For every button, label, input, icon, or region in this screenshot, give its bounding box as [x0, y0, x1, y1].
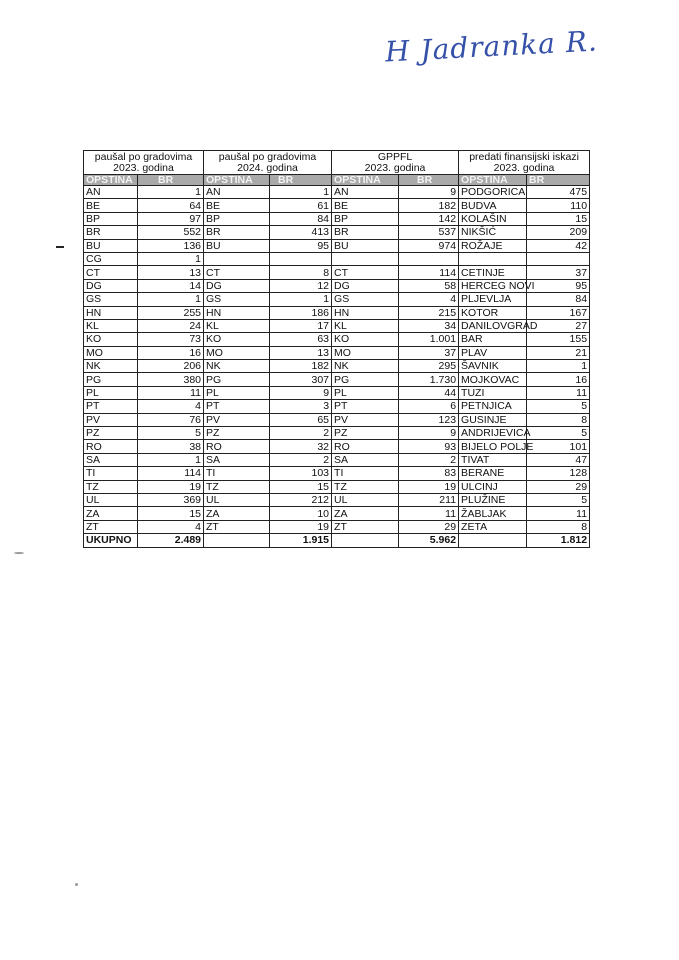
group-header-row	[84, 151, 590, 175]
table-row	[84, 440, 590, 453]
count-cell: 114	[138, 467, 204, 480]
financial-report-table	[83, 150, 590, 548]
table-row	[84, 400, 590, 413]
count-cell: 84	[527, 293, 590, 306]
count-cell: 38	[138, 440, 204, 453]
municipality-cell: PV	[332, 413, 399, 426]
municipality-cell: PL	[84, 386, 138, 399]
count-cell: 212	[270, 493, 332, 506]
count-cell: 58	[399, 279, 459, 292]
municipality-cell: CT	[84, 266, 138, 279]
table-row	[84, 453, 590, 466]
table-row	[84, 346, 590, 359]
municipality-cell: ZA	[84, 507, 138, 520]
count-cell: 2	[399, 453, 459, 466]
count-cell: 93	[399, 440, 459, 453]
table-row	[84, 480, 590, 493]
total-value: 1.915	[270, 534, 332, 547]
group-header-gppfl-2023: GPPFL 2023. godina	[332, 151, 459, 175]
count-cell: 42	[527, 239, 590, 252]
municipality-cell: ULCINJ	[459, 480, 527, 493]
municipality-cell: KL	[204, 319, 270, 332]
municipality-cell: AN	[84, 186, 138, 199]
municipality-cell: PZ	[84, 427, 138, 440]
municipality-cell: HN	[332, 306, 399, 319]
total-value: 5.962	[399, 534, 459, 547]
count-cell: 65	[270, 413, 332, 426]
municipality-cell: PLUŽINE	[459, 493, 527, 506]
municipality-cell: BU	[332, 239, 399, 252]
count-cell	[270, 252, 332, 265]
count-cell: 128	[527, 467, 590, 480]
municipality-cell: KO	[204, 333, 270, 346]
count-cell: 101	[527, 440, 590, 453]
count-cell: 413	[270, 226, 332, 239]
municipality-cell: DG	[332, 279, 399, 292]
municipality-cell: HERCEG NOVI	[459, 279, 527, 292]
municipality-cell: KO	[84, 333, 138, 346]
count-cell: 11	[527, 507, 590, 520]
municipality-cell: PV	[84, 413, 138, 426]
table-row	[84, 493, 590, 506]
table-row	[84, 293, 590, 306]
totals-row	[84, 534, 590, 547]
count-cell: 8	[527, 520, 590, 533]
municipality-cell: CT	[204, 266, 270, 279]
municipality-cell: RO	[84, 440, 138, 453]
count-cell: 182	[270, 360, 332, 373]
municipality-cell: BE	[204, 199, 270, 212]
municipality-cell: BP	[84, 212, 138, 225]
col-header-opstina: OPSTINA	[459, 175, 527, 186]
count-cell: 4	[138, 520, 204, 533]
municipality-cell: HN	[204, 306, 270, 319]
municipality-cell: TZ	[204, 480, 270, 493]
municipality-cell: ZT	[204, 520, 270, 533]
municipality-cell: ROŽAJE	[459, 239, 527, 252]
scan-speck	[75, 883, 78, 886]
municipality-cell: MO	[204, 346, 270, 359]
count-cell: 9	[399, 186, 459, 199]
count-cell: 15	[138, 507, 204, 520]
municipality-cell: PT	[84, 400, 138, 413]
municipality-cell: BE	[84, 199, 138, 212]
count-cell: 1.001	[399, 333, 459, 346]
count-cell: 10	[270, 507, 332, 520]
count-cell: 8	[270, 266, 332, 279]
municipality-cell: BP	[332, 212, 399, 225]
count-cell: 537	[399, 226, 459, 239]
count-cell: 6	[399, 400, 459, 413]
count-cell: 103	[270, 467, 332, 480]
municipality-cell: KOLAŠIN	[459, 212, 527, 225]
count-cell: 37	[527, 266, 590, 279]
table-row	[84, 427, 590, 440]
count-cell: 142	[399, 212, 459, 225]
municipality-cell: NK	[204, 360, 270, 373]
municipality-cell: TZ	[84, 480, 138, 493]
count-cell: 155	[527, 333, 590, 346]
count-cell: 2	[270, 453, 332, 466]
count-cell: 369	[138, 493, 204, 506]
count-cell: 974	[399, 239, 459, 252]
count-cell: 1.730	[399, 373, 459, 386]
municipality-cell: BERANE	[459, 467, 527, 480]
table-row	[84, 333, 590, 346]
count-cell: 5	[527, 427, 590, 440]
column-header-row	[84, 175, 590, 186]
count-cell: 123	[399, 413, 459, 426]
count-cell: 76	[138, 413, 204, 426]
count-cell: 209	[527, 226, 590, 239]
count-cell: 380	[138, 373, 204, 386]
count-cell: 83	[399, 467, 459, 480]
count-cell: 1	[138, 293, 204, 306]
municipality-cell: AN	[204, 186, 270, 199]
table-row	[84, 252, 590, 265]
municipality-cell: NK	[332, 360, 399, 373]
group-header-pausal-2023: paušal po gradovima 2023. godina	[84, 151, 204, 175]
count-cell: 5	[527, 493, 590, 506]
municipality-cell	[204, 252, 270, 265]
count-cell: 73	[138, 333, 204, 346]
count-cell: 61	[270, 199, 332, 212]
municipality-cell: ŽABLJAK	[459, 507, 527, 520]
group-header-pausal-2024: paušal po gradovima 2024. godina	[204, 151, 332, 175]
municipality-cell: HN	[84, 306, 138, 319]
count-cell: 11	[399, 507, 459, 520]
municipality-cell: DG	[204, 279, 270, 292]
municipality-cell: SA	[204, 453, 270, 466]
municipality-cell: TZ	[332, 480, 399, 493]
municipality-cell: SA	[332, 453, 399, 466]
count-cell: 12	[270, 279, 332, 292]
table-row	[84, 306, 590, 319]
municipality-cell: PETNJICA	[459, 400, 527, 413]
count-cell: 475	[527, 186, 590, 199]
table-row	[84, 467, 590, 480]
municipality-cell: CT	[332, 266, 399, 279]
municipality-cell: ZA	[204, 507, 270, 520]
municipality-cell: BUDVA	[459, 199, 527, 212]
count-cell: 8	[527, 413, 590, 426]
count-cell: 16	[138, 346, 204, 359]
municipality-cell: KL	[84, 319, 138, 332]
municipality-cell: NK	[84, 360, 138, 373]
municipality-cell: TI	[204, 467, 270, 480]
col-header-opstina: OPSTINA	[204, 175, 270, 186]
municipality-cell	[332, 252, 399, 265]
municipality-cell: GS	[204, 293, 270, 306]
count-cell: 15	[270, 480, 332, 493]
count-cell: 1	[138, 252, 204, 265]
municipality-cell: MOJKOVAC	[459, 373, 527, 386]
totals-spacer	[204, 534, 270, 547]
count-cell: 5	[138, 427, 204, 440]
count-cell: 32	[270, 440, 332, 453]
scan-speck	[14, 552, 24, 554]
count-cell: 295	[399, 360, 459, 373]
count-cell: 13	[270, 346, 332, 359]
municipality-cell: MO	[84, 346, 138, 359]
municipality-cell: BE	[332, 199, 399, 212]
count-cell: 11	[138, 386, 204, 399]
table-row	[84, 360, 590, 373]
count-cell: 95	[270, 239, 332, 252]
count-cell: 16	[527, 373, 590, 386]
municipality-cell: RO	[204, 440, 270, 453]
count-cell: 19	[138, 480, 204, 493]
count-cell: 95	[527, 279, 590, 292]
handwritten-note: H Jadranka R.	[384, 24, 599, 69]
count-cell: 1	[270, 186, 332, 199]
margin-dash	[56, 246, 64, 248]
table-row	[84, 520, 590, 533]
count-cell: 215	[399, 306, 459, 319]
col-header-br: BR	[527, 175, 590, 186]
count-cell: 15	[527, 212, 590, 225]
count-cell: 19	[270, 520, 332, 533]
municipality-cell: TI	[332, 467, 399, 480]
count-cell: 27	[527, 319, 590, 332]
count-cell: 34	[399, 319, 459, 332]
count-cell: 2	[270, 427, 332, 440]
count-cell: 307	[270, 373, 332, 386]
municipality-cell: GS	[332, 293, 399, 306]
municipality-cell: DANILOVGRAD	[459, 319, 527, 332]
col-header-opstina: OPSTINA	[332, 175, 399, 186]
count-cell: 255	[138, 306, 204, 319]
municipality-cell: BU	[204, 239, 270, 252]
municipality-cell: PLAV	[459, 346, 527, 359]
count-cell	[399, 252, 459, 265]
municipality-cell: PL	[332, 386, 399, 399]
municipality-cell: TI	[84, 467, 138, 480]
municipality-cell: UL	[84, 493, 138, 506]
table-row	[84, 266, 590, 279]
count-cell: 9	[270, 386, 332, 399]
count-cell: 64	[138, 199, 204, 212]
count-cell: 1	[138, 186, 204, 199]
count-cell: 110	[527, 199, 590, 212]
municipality-cell: PT	[204, 400, 270, 413]
table-row	[84, 413, 590, 426]
count-cell: 37	[399, 346, 459, 359]
count-cell: 17	[270, 319, 332, 332]
count-cell: 19	[399, 480, 459, 493]
count-cell: 21	[527, 346, 590, 359]
municipality-cell: TIVAT	[459, 453, 527, 466]
count-cell: 4	[399, 293, 459, 306]
col-header-br: BR	[270, 175, 332, 186]
count-cell: 1	[270, 293, 332, 306]
municipality-cell: ŠAVNIK	[459, 360, 527, 373]
municipality-cell: KOTOR	[459, 306, 527, 319]
municipality-cell	[459, 252, 527, 265]
municipality-cell: PG	[332, 373, 399, 386]
municipality-cell: PT	[332, 400, 399, 413]
table-row	[84, 239, 590, 252]
table-row	[84, 507, 590, 520]
municipality-cell: GUSINJE	[459, 413, 527, 426]
municipality-cell: ZA	[332, 507, 399, 520]
count-cell: 24	[138, 319, 204, 332]
count-cell: 11	[527, 386, 590, 399]
municipality-cell: ZT	[332, 520, 399, 533]
count-cell: 47	[527, 453, 590, 466]
table-row	[84, 186, 590, 199]
municipality-cell: NIKŠIĆ	[459, 226, 527, 239]
table-row	[84, 199, 590, 212]
count-cell: 211	[399, 493, 459, 506]
municipality-cell: SA	[84, 453, 138, 466]
municipality-cell: BR	[332, 226, 399, 239]
table-row	[84, 279, 590, 292]
count-cell: 84	[270, 212, 332, 225]
col-header-opstina: OPSTINA	[84, 175, 138, 186]
count-cell: 97	[138, 212, 204, 225]
municipality-cell: ZT	[84, 520, 138, 533]
municipality-cell: UL	[204, 493, 270, 506]
count-cell: 206	[138, 360, 204, 373]
municipality-cell: BR	[84, 226, 138, 239]
municipality-cell: BU	[84, 239, 138, 252]
count-cell: 63	[270, 333, 332, 346]
count-cell: 182	[399, 199, 459, 212]
municipality-cell: PZ	[332, 427, 399, 440]
count-cell: 44	[399, 386, 459, 399]
total-value: 1.812	[527, 534, 590, 547]
municipality-cell: PG	[84, 373, 138, 386]
count-cell: 13	[138, 266, 204, 279]
count-cell	[527, 252, 590, 265]
municipality-cell: KL	[332, 319, 399, 332]
totals-label: UKUPNO	[84, 534, 138, 547]
municipality-cell: PL	[204, 386, 270, 399]
totals-spacer	[332, 534, 399, 547]
municipality-cell: PODGORICA	[459, 186, 527, 199]
municipality-cell: BR	[204, 226, 270, 239]
count-cell: 14	[138, 279, 204, 292]
total-value: 2.489	[138, 534, 204, 547]
municipality-cell: PV	[204, 413, 270, 426]
municipality-cell: BAR	[459, 333, 527, 346]
count-cell: 4	[138, 400, 204, 413]
municipality-cell: RO	[332, 440, 399, 453]
count-cell: 1	[527, 360, 590, 373]
municipality-cell: TUZI	[459, 386, 527, 399]
municipality-cell: CETINJE	[459, 266, 527, 279]
col-header-br: BR	[138, 175, 204, 186]
count-cell: 186	[270, 306, 332, 319]
table-row	[84, 373, 590, 386]
count-cell: 9	[399, 427, 459, 440]
group-header-iskazi-2023: predati finansijski iskazi 2023. godina	[459, 151, 590, 175]
table-row	[84, 319, 590, 332]
table-row	[84, 212, 590, 225]
count-cell: 167	[527, 306, 590, 319]
col-header-br: BR	[399, 175, 459, 186]
municipality-cell: UL	[332, 493, 399, 506]
table-row	[84, 226, 590, 239]
municipality-cell: ANDRIJEVICA	[459, 427, 527, 440]
municipality-cell: AN	[332, 186, 399, 199]
municipality-cell: GS	[84, 293, 138, 306]
municipality-cell: KO	[332, 333, 399, 346]
count-cell: 136	[138, 239, 204, 252]
municipality-cell: PG	[204, 373, 270, 386]
count-cell: 552	[138, 226, 204, 239]
municipality-cell: BP	[204, 212, 270, 225]
count-cell: 29	[527, 480, 590, 493]
count-cell: 5	[527, 400, 590, 413]
count-cell: 1	[138, 453, 204, 466]
municipality-cell: PLJEVLJA	[459, 293, 527, 306]
municipality-cell: DG	[84, 279, 138, 292]
table-row	[84, 386, 590, 399]
municipality-cell: MO	[332, 346, 399, 359]
count-cell: 29	[399, 520, 459, 533]
count-cell: 114	[399, 266, 459, 279]
municipality-cell: PZ	[204, 427, 270, 440]
totals-spacer	[459, 534, 527, 547]
municipality-cell: BIJELO POLJE	[459, 440, 527, 453]
count-cell: 3	[270, 400, 332, 413]
municipality-cell: ZETA	[459, 520, 527, 533]
municipality-cell: CG	[84, 252, 138, 265]
